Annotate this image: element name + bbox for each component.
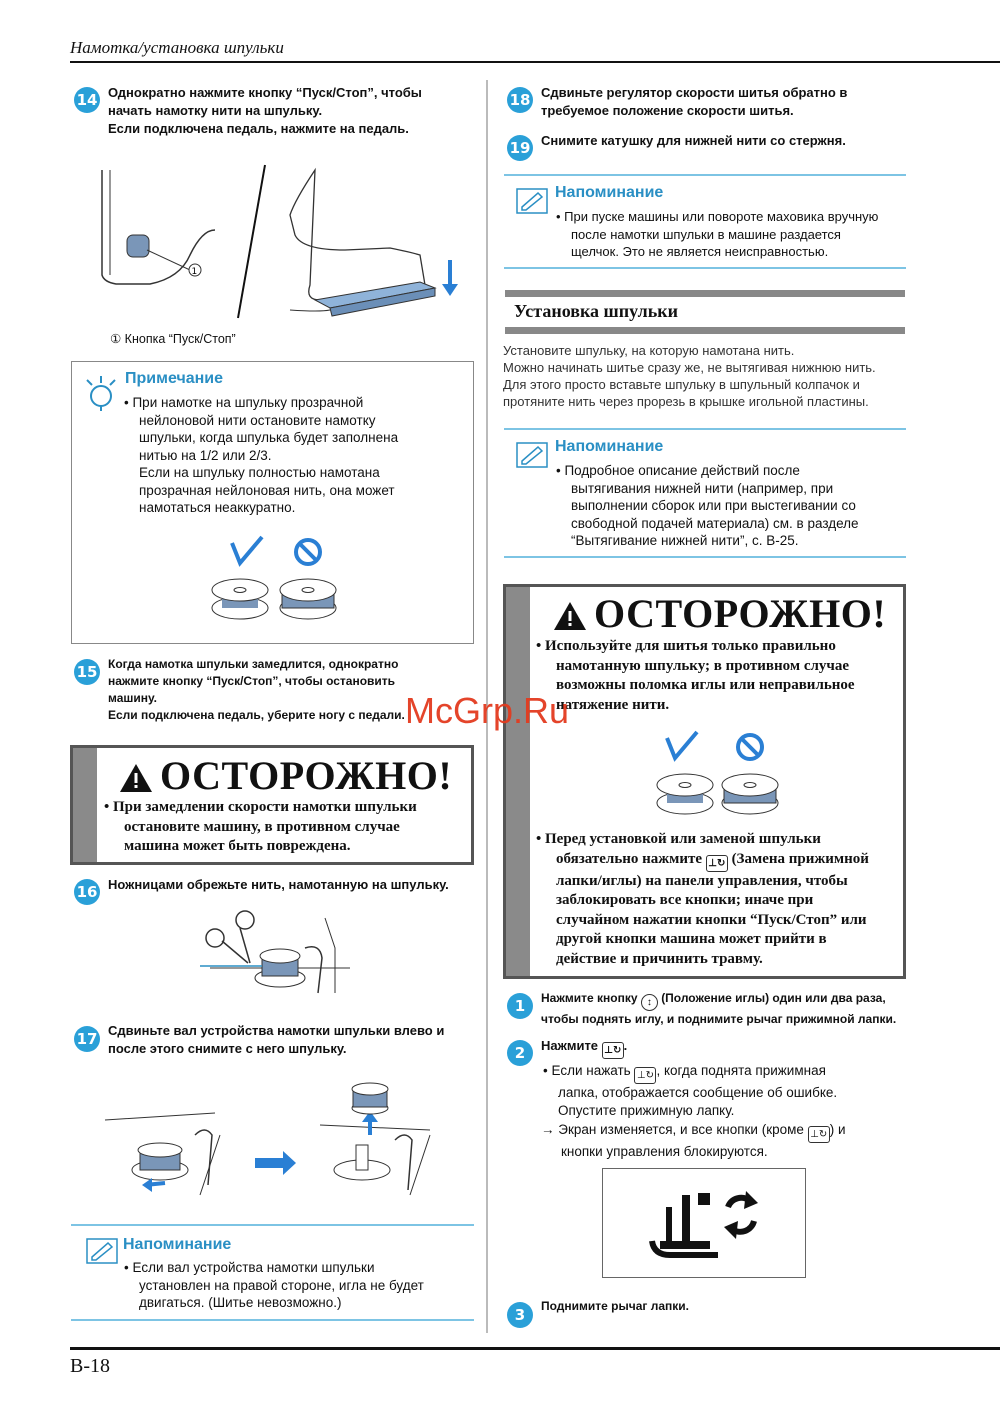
memo-line: • Подробное описание действий после	[556, 463, 800, 478]
presser-foot-needle-change-icon: ⊥↻	[602, 1042, 624, 1059]
install-step-2-text: Нажмите ⊥↻ .	[541, 1037, 627, 1059]
memo-title-right-1: Напоминание	[555, 184, 664, 201]
install-step-2-line: , когда поднята прижимная	[656, 1063, 826, 1078]
start-stop-pedal-figure	[90, 160, 470, 330]
install-step-1-line: чтобы поднять иглу, и поднимите рычаг прижимной лапки.	[541, 1012, 897, 1026]
intro-line: протяните нить через прорезь в крышке игольной пластины.	[503, 394, 869, 409]
memo-line: щелчок. Это не является неисправностью.	[571, 244, 829, 259]
step-14-text	[108, 84, 422, 138]
section-intro	[503, 342, 876, 410]
warning-line: • Используйте для шитья только правильно	[536, 638, 836, 654]
step-17-line: после этого снимите с него шпульку.	[108, 1041, 347, 1056]
step-18-text	[541, 84, 847, 120]
step-15-line: машину.	[108, 691, 157, 705]
memo-body-left	[124, 1259, 424, 1312]
memo-pencil-icon	[516, 188, 548, 214]
step-14-line: Однократно нажмите кнопку “Пуск/Стоп”, чтобы	[108, 85, 422, 100]
page-number: B-18	[70, 1355, 110, 1377]
check-icon	[667, 732, 697, 758]
scissors-icon	[236, 911, 254, 929]
step-14-badge: 14	[74, 87, 100, 113]
memo-line: установлен на правой стороне, игла не будет	[139, 1277, 424, 1293]
step-18-badge: 18	[507, 87, 533, 113]
warning-line: возможны поломка иглы или неправильное	[556, 677, 855, 693]
memo-line: вытягивания нижней нити (например, при	[571, 480, 834, 496]
step-18-line: требуемое положение скорости шитья.	[541, 103, 794, 118]
callout-1: 1	[191, 267, 198, 277]
warning-line: заблокировать все кнопки; иначе при	[556, 892, 814, 908]
step-14-line: Если подключена педаль, нажмите на педаль.	[108, 121, 409, 136]
install-step-2-badge: 2	[507, 1040, 533, 1066]
memo-line: двигаться. (Шитье невозможно.)	[139, 1295, 342, 1310]
install-step-2-line: кнопки управления блокируются.	[561, 1144, 768, 1159]
warning-line: другой кнопки машина может прийти в	[556, 931, 827, 947]
install-step-2-line: → Экран изменяется, и все кнопки (кроме	[541, 1122, 804, 1137]
note-bulb-icon	[84, 374, 118, 412]
memo-body-right-2	[556, 462, 859, 550]
warning-text-right-1	[536, 637, 855, 715]
foot-icon	[290, 170, 425, 300]
memo-line: • При пуске машины или повороте маховика вручную	[556, 209, 879, 224]
warning-line: случайном нажатии кнопки “Пуск/Стоп” или	[556, 911, 867, 928]
note-line: прозрачная нейлоновая нить, она может	[139, 482, 395, 498]
step-19-badge: 19	[507, 135, 533, 161]
memo-line: свободной подачей материала) см. в разделе	[571, 515, 859, 531]
step-18-line: Сдвиньте регулятор скорости шитья обратно в	[541, 85, 848, 100]
warning-text-left	[104, 798, 417, 857]
memo-line: выполнении сборок или при выстегивании со	[571, 498, 856, 513]
page-header-title: Намотка/установка шпульки	[70, 38, 284, 57]
step-16-text: Ножницами обрежьте нить, намотанную на шпульку.	[108, 877, 449, 892]
warning-triangle-icon	[118, 762, 154, 794]
step-19-text: Снимите катушку для нижней нити со стержня.	[541, 133, 846, 148]
note-line: нитью на 1/2 или 2/3.	[139, 447, 272, 463]
step-15-text	[108, 656, 405, 724]
memo-line: “Вытягивание нижней нити”, с. B-25.	[571, 533, 799, 548]
note-line: Если на шпульку полностью намотана	[139, 465, 380, 480]
memo-line: после намотки шпульки в машине раздается	[571, 226, 841, 242]
warning-line: натяжение нити.	[556, 696, 670, 713]
warning-title-left: ОСТОРОЖНО!	[160, 753, 453, 798]
install-step-1-text	[541, 990, 896, 1028]
memo-title-left: Напоминание	[123, 1236, 232, 1253]
figure-caption: ① Кнопка “Пуск/Стоп”	[110, 332, 236, 346]
start-stop-button-icon	[127, 235, 149, 257]
step-17-text	[108, 1022, 444, 1058]
watermark: McGrp.Ru	[405, 690, 570, 731]
warning-line: лапки/иглы) на панели управления, чтобы	[556, 872, 848, 889]
memo-pencil-icon	[86, 1238, 118, 1264]
warning-line: обязательно нажмите	[556, 850, 703, 867]
intro-line: Для этого просто вставьте шпульку в шпульный колпачок и	[503, 377, 860, 392]
memo-pencil-icon	[516, 442, 548, 468]
step-15-line: Если подключена педаль, уберите ногу с педали.	[108, 708, 405, 722]
install-step-1-line: Нажмите кнопку	[541, 991, 638, 1005]
install-step-3-badge: 3	[507, 1302, 533, 1328]
install-step-2-result	[541, 1121, 846, 1161]
memo-title-right-2: Напоминание	[555, 438, 664, 455]
install-step-2-line: ) и	[829, 1122, 846, 1137]
right-arrow-icon	[255, 1158, 283, 1168]
presser-foot-needle-change-icon: ⊥↻	[706, 855, 728, 872]
memo-line: • Если вал устройства намотки шпульки	[124, 1260, 375, 1275]
warning-line: остановите машину, в противном случае	[124, 818, 400, 835]
step-17-badge: 17	[74, 1026, 100, 1052]
step-14-line: начать намотку нити на шпульку.	[108, 103, 323, 118]
warning-line: (Замена прижимной	[731, 850, 869, 867]
footer-rule	[70, 1347, 1000, 1350]
memo-body-right-1	[556, 208, 878, 261]
install-step-2-line: лапка, отображается сообщение об ошибке.	[558, 1085, 838, 1100]
warning-stripe	[506, 587, 530, 976]
warning-line: намотанную шпульку; в противном случае	[556, 657, 850, 674]
header-rule	[70, 61, 1000, 63]
section-title: Установка шпульки	[514, 301, 679, 321]
step-17-line: Сдвиньте вал устройства намотки шпульки влево и	[108, 1023, 445, 1038]
install-step-2-bullet	[543, 1062, 837, 1119]
warning-triangle-icon	[552, 600, 588, 632]
install-step-1-badge: 1	[507, 993, 533, 1019]
intro-line: Можно начинать шитье сразу же, не вытягивая нижнюю нить.	[503, 360, 876, 375]
warning-line: • При замедлении скорости намотки шпульки	[104, 799, 417, 815]
step-15-line: нажмите кнопку “Пуск/Стоп”, чтобы остановить	[108, 674, 396, 688]
bobbin-comparison-figure-2	[635, 730, 795, 825]
needle-position-icon: ↕	[641, 994, 658, 1011]
note-line: нейлоновой нити остановите намотку	[139, 412, 376, 428]
intro-line: Установите шпульку, на которую намотана нить.	[503, 343, 795, 358]
install-step-2-label: Нажмите	[541, 1038, 599, 1053]
warning-line: действие и причинить травму.	[556, 950, 763, 967]
note-line: шпульки, когда шпулька будет заполнена	[139, 430, 399, 445]
warning-stripe	[73, 748, 97, 862]
scissors-bobbin-figure	[200, 908, 360, 1003]
bobbin-remove-figure	[100, 1075, 440, 1200]
check-icon	[232, 537, 262, 563]
warning-line: • Перед установкой или заменой шпульки	[536, 831, 821, 847]
step-16-badge: 16	[74, 879, 100, 905]
install-step-2-line: Опустите прижимную лапку.	[558, 1102, 735, 1118]
note-line: намотаться неаккуратно.	[139, 500, 296, 515]
step-15-line: Когда намотка шпульки замедлится, однократно	[108, 657, 399, 671]
presser-foot-needle-change-icon: ⊥↻	[808, 1126, 830, 1143]
presser-foot-needle-change-icon: ⊥↻	[634, 1067, 656, 1084]
warning-line: машина может быть повреждена.	[124, 838, 351, 854]
bobbin-comparison-figure	[200, 535, 360, 635]
warning-text-right-2	[536, 830, 869, 969]
note-body	[124, 394, 398, 517]
note-title: Примечание	[125, 370, 224, 387]
step-15-badge: 15	[74, 659, 100, 685]
install-step-2-line: • Если нажать	[543, 1063, 631, 1078]
presser-foot-lock-screen-icon	[640, 1185, 770, 1265]
warning-title-right: ОСТОРОЖНО!	[594, 591, 887, 636]
install-step-3-text: Поднимите рычаг лапки.	[541, 1299, 689, 1313]
install-step-1-line: (Положение иглы) один или два раза,	[661, 991, 886, 1005]
note-line: • При намотке на шпульку прозрачной	[124, 395, 364, 410]
